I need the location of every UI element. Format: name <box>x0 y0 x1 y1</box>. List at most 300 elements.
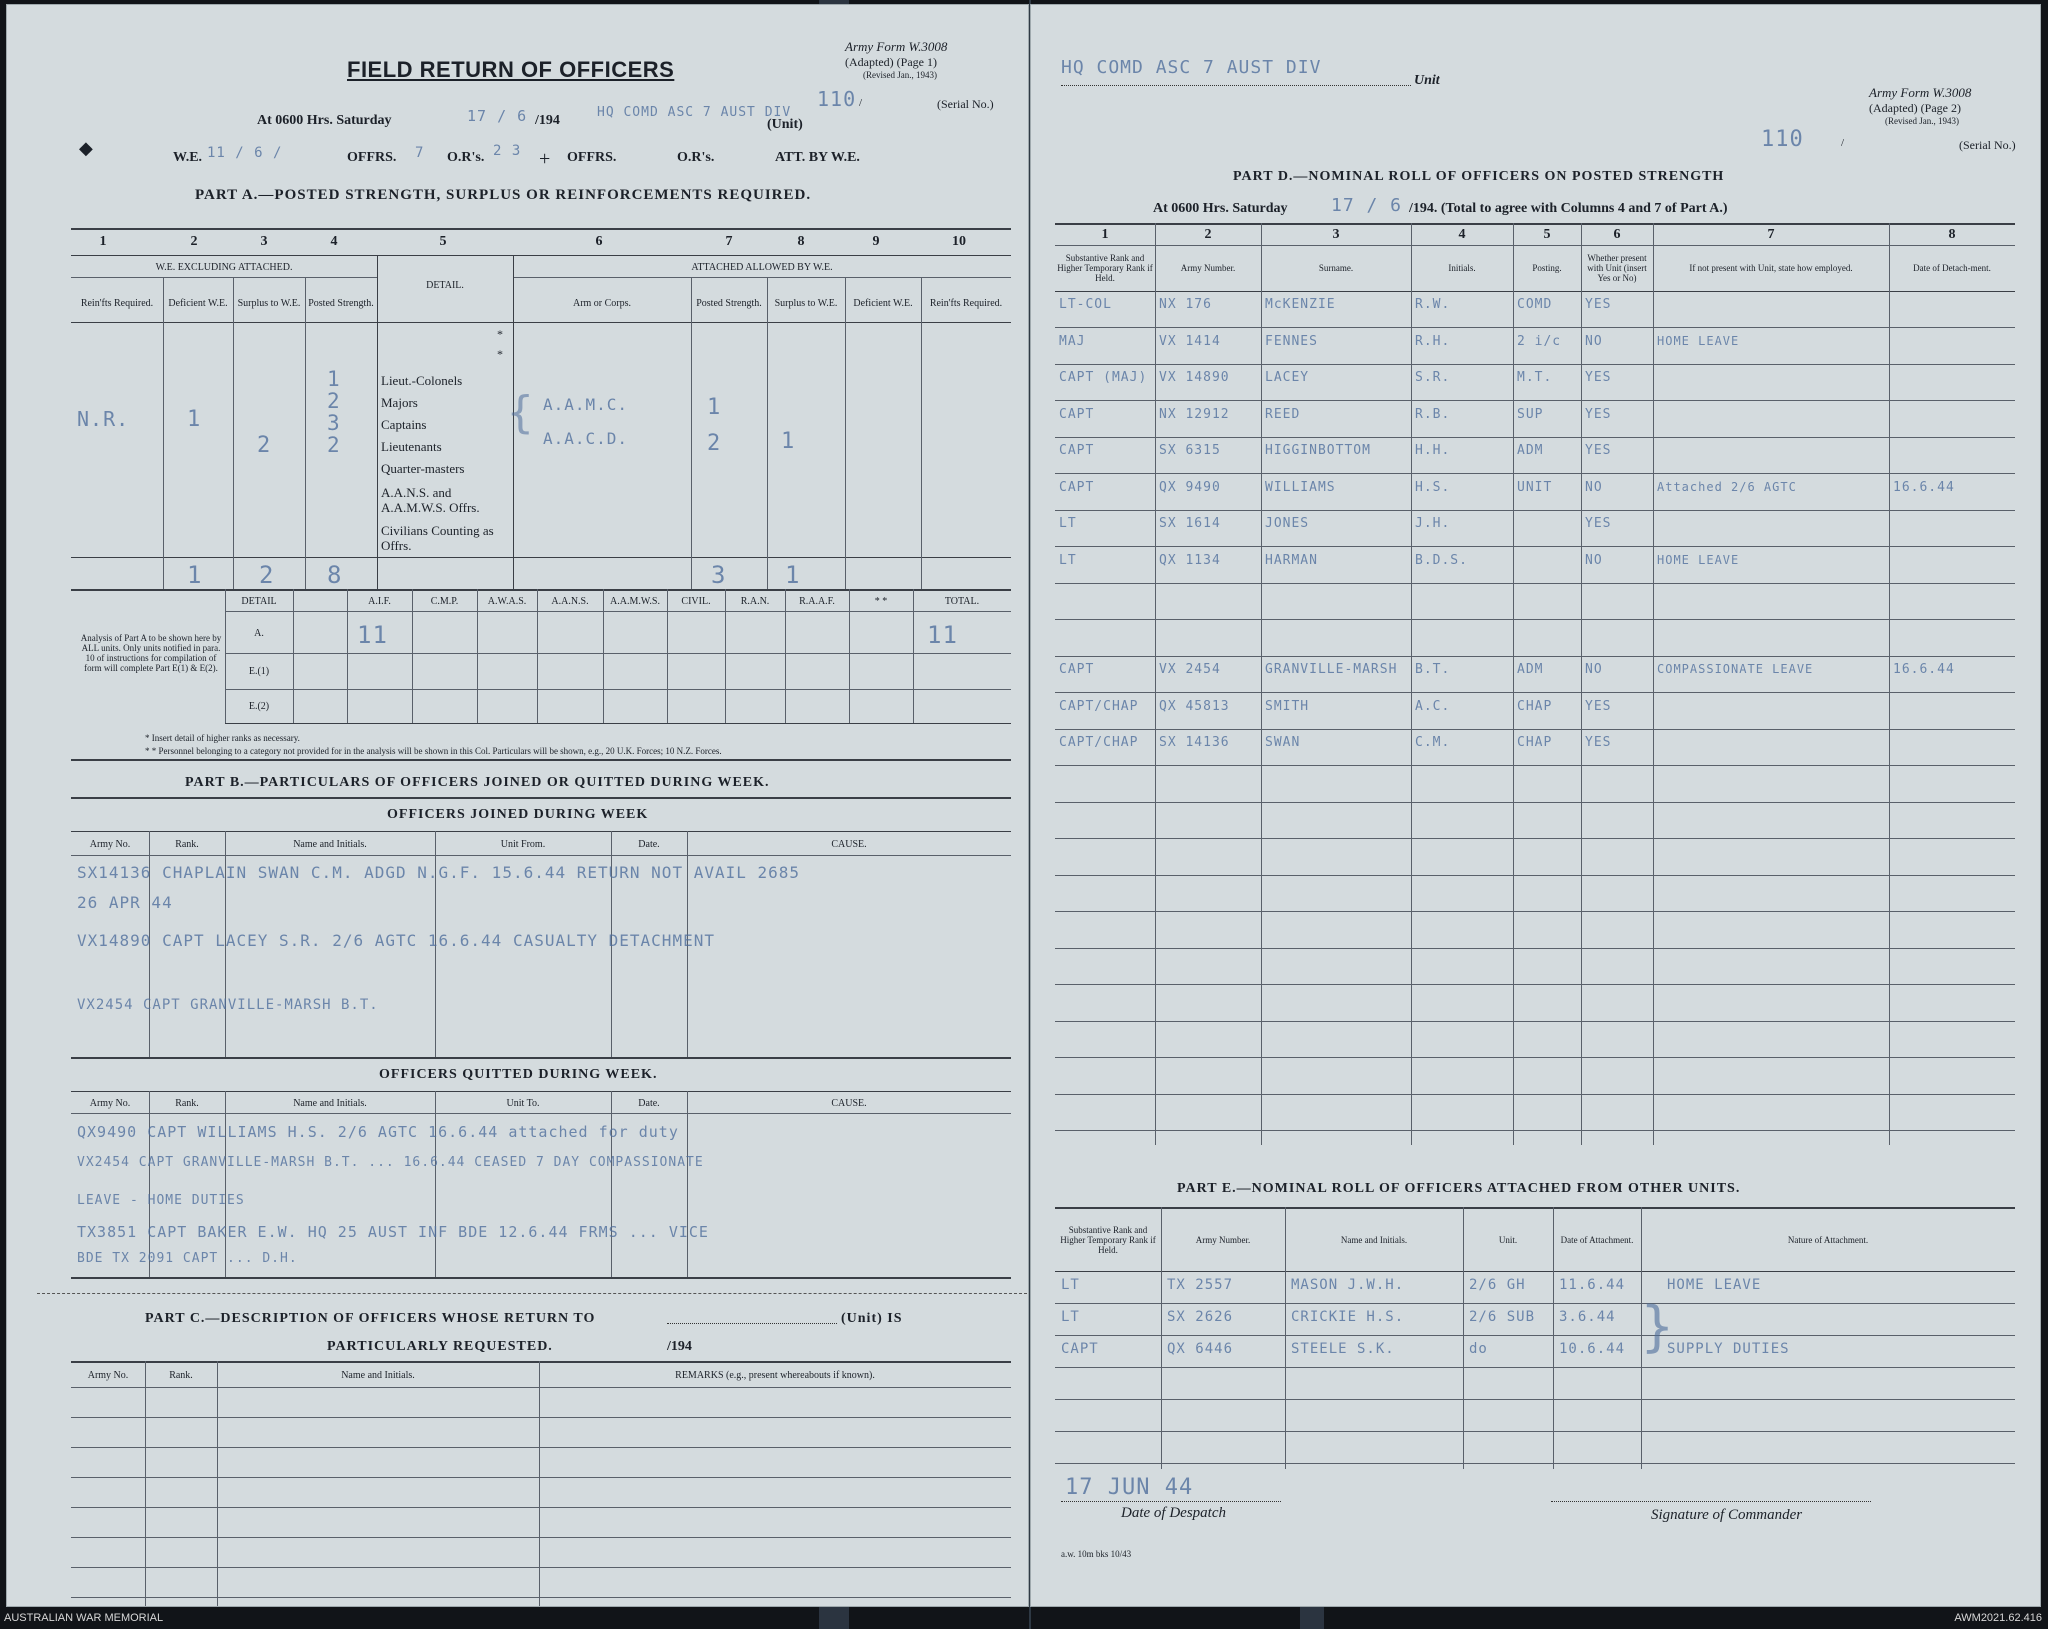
an-hdr-detail: DETAIL <box>241 595 277 607</box>
at-hours-line: At 0600 Hrs. Saturday <box>257 113 392 128</box>
hw-brace: { <box>507 387 535 438</box>
p2-e-row-unit: do <box>1469 1341 1488 1357</box>
hw-posted-1: 1 <box>327 367 341 391</box>
part-d-col-rule <box>1653 223 1654 1145</box>
p2-serial-slash: / <box>1841 137 1845 149</box>
p2-unit-blank <box>1061 85 1411 86</box>
rule <box>845 277 846 589</box>
part-c-unit-label: (Unit) IS <box>841 1311 903 1326</box>
footnote-2: * * Personnel belonging to a category not provided for in the analysis will be shown in this Col. Particulars will be shown, e.g., 20 U.K. Forces; 10 N.Z. Forces. <box>145 746 722 756</box>
part-d-row-line <box>1055 1094 2015 1095</box>
rule <box>513 277 1011 278</box>
hw-reinf: N.R. <box>77 407 130 431</box>
p2-row-post: CHAP <box>1517 735 1553 750</box>
part-e-col-rule <box>1553 1207 1554 1469</box>
p2-row-how: HOME LEAVE <box>1657 552 1740 567</box>
p2-row-init: H.H. <box>1415 443 1451 458</box>
rule <box>785 589 786 723</box>
part-d-at-line: At 0600 Hrs. Saturday <box>1153 201 1288 216</box>
total-deficient: 1 <box>187 561 203 589</box>
analysis-note: Analysis of Part A to be shown here by ALL units. Only units notified in para. 10 of instructions for compilation of form will complete Part E(1) & E(2). <box>80 633 222 673</box>
an-hdr-aif: A.I.F. <box>368 595 391 607</box>
group-we-header: W.E. EXCLUDING ATTACHED. <box>155 261 293 273</box>
p2-row-rank: LT-COL <box>1059 297 1112 312</box>
p2-row-post: ADM <box>1517 662 1544 677</box>
detail-lt-colonels: Lieut.-Colonels <box>381 373 463 388</box>
quitted-title: OFFICERS QUITTED DURING WEEK. <box>379 1067 658 1082</box>
part-d-note: /194. (Total to agree with Columns 4 and 7 of Part A.) <box>1409 201 1728 216</box>
total-att-surplus: 1 <box>785 561 801 589</box>
part-d-col-rule <box>1889 223 1890 1145</box>
despatch-date-handwritten: 17 JUN 44 <box>1065 1475 1194 1500</box>
p2-row-rank: CAPT <box>1059 443 1095 458</box>
p2-row-init: R.W. <box>1415 297 1451 312</box>
p2-row-rank: CAPT/CHAP <box>1059 735 1139 750</box>
part-c-year: /194 <box>667 1339 692 1354</box>
part-d-row-line <box>1055 619 2015 620</box>
rule <box>913 589 914 723</box>
p2-e-row-name: STEELE S.K. <box>1291 1341 1395 1357</box>
total-surplus: 2 <box>259 561 275 589</box>
p2-row-present: YES <box>1585 297 1612 312</box>
p2-e-hdr-5: Date of Attachment. <box>1560 1235 1634 1245</box>
p2-row-present: NO <box>1585 552 1603 568</box>
unit-handwritten: HQ COMD ASC 7 AUST DIV <box>597 105 792 120</box>
an-hdr-other: * * <box>874 595 888 607</box>
col-no-5: 5 <box>439 234 447 249</box>
hw-aif: 11 <box>357 621 388 649</box>
p2-col-no-8: 8 <box>1948 227 1956 242</box>
rule <box>1055 223 2015 225</box>
p2-e-row-nature: HOME LEAVE <box>1667 1277 1762 1293</box>
col-no-2: 2 <box>190 234 198 249</box>
part-e-row-line <box>1055 1399 2015 1400</box>
hdr-arm: Arm or Corps. <box>572 297 632 309</box>
print-code: a.w. 10m bks 10/43 <box>1061 1549 1132 1559</box>
joined-row-2: VX14890 CAPT LACEY S.R. 2/6 AGTC 16.6.44 CASUALTY DETACHMENT <box>77 931 715 950</box>
part-d-col-rule <box>1411 223 1412 1145</box>
p2-col-no-6: 6 <box>1613 227 1621 242</box>
hdr-posted: Posted Strength. <box>308 297 374 309</box>
part-d-row-line <box>1055 729 2015 730</box>
part-d-title: PART D.—NOMINAL ROLL OF OFFICERS ON POSTED STRENGTH <box>1233 169 1725 184</box>
col-no-4: 4 <box>330 234 338 249</box>
we-handwritten: 11 / 6 / <box>207 145 283 161</box>
col-no-8: 8 <box>797 234 805 249</box>
part-d-date-handwritten: 17 / 6 <box>1331 195 1403 216</box>
p2-row-no: SX 14136 <box>1159 735 1230 750</box>
col-no-1: 1 <box>99 234 107 249</box>
p2-e-hdr-3: Name and Initials. <box>1340 1235 1408 1245</box>
p2-row-no: VX 2454 <box>1159 662 1221 677</box>
part-d-row-line <box>1055 583 2015 584</box>
rule <box>537 589 538 723</box>
rule <box>71 1277 1011 1279</box>
rule <box>217 1361 218 1607</box>
rule <box>145 1361 146 1607</box>
part-d-row-line <box>1055 948 2015 949</box>
p2-row-surname: JONES <box>1265 516 1310 531</box>
p2-row-rank: CAPT <box>1059 406 1095 422</box>
p2-form-number: Army Form W.3008 <box>1869 85 1972 100</box>
rule <box>71 1361 1011 1363</box>
j-hdr-unit: Unit From. <box>500 838 546 850</box>
p2-row-present: YES <box>1585 735 1612 750</box>
hdr-deficient: Deficient W.E. <box>168 297 228 309</box>
part-d-col-rule <box>1513 223 1514 1145</box>
quitted-row-3: TX3851 CAPT BAKER E.W. HQ 25 AUST INF BDE 12.6.44 FRMS ... VICE <box>77 1223 709 1241</box>
rule <box>725 589 726 723</box>
col-no-10: 10 <box>952 234 966 249</box>
part-e-row-line <box>1055 1463 2015 1464</box>
part-d-row-line <box>1055 802 2015 803</box>
p2-e-row-name: MASON J.W.H. <box>1291 1277 1405 1293</box>
part-c-row-line <box>71 1537 1011 1538</box>
rule <box>687 1091 688 1277</box>
detail-lieutenants: Lieutenants <box>381 439 442 454</box>
part-e-col-rule <box>1463 1207 1464 1469</box>
p2-row-post: M.T. <box>1517 370 1553 385</box>
p2-row-how: COMPASSIONATE LEAVE <box>1657 662 1814 676</box>
p2-row-post: ADM <box>1517 443 1544 458</box>
quitted-row-3b: BDE TX 2091 CAPT ... D.H. <box>77 1251 298 1266</box>
part-e-row-line <box>1055 1367 2015 1368</box>
p2-row-init: A.C. <box>1415 698 1451 714</box>
p2-unit-label: Unit <box>1414 73 1440 88</box>
hdr-surplus: Surplus to W.E. <box>237 297 301 309</box>
p2-form-adapted: (Adapted) (Page 2) <box>1869 101 1961 115</box>
offrs-label: OFFRS. <box>347 150 397 165</box>
an-hdr-aans: A.A.N.S. <box>551 595 589 607</box>
rule <box>71 1387 1011 1388</box>
rule <box>347 589 348 723</box>
form-page-2 <box>1030 4 2041 1607</box>
an-row-e2: E.(2) <box>248 700 270 712</box>
joined-title: OFFICERS JOINED DURING WEEK <box>387 807 649 822</box>
p2-row-init: S.R. <box>1415 370 1451 385</box>
rule <box>435 1091 436 1277</box>
p2-row-init: C.M. <box>1415 735 1451 750</box>
part-e-col-rule <box>1161 1207 1162 1469</box>
p2-col-no-1: 1 <box>1101 227 1109 242</box>
date-handwritten: 17 / 6 <box>467 107 528 125</box>
rule <box>1055 1271 2015 1272</box>
rule <box>305 277 306 589</box>
p2-row-surname: FENNES <box>1265 333 1318 349</box>
we-label: W.E. <box>173 150 203 165</box>
unit-label: (Unit) <box>767 117 803 132</box>
detail-civilians: Civilians Counting as Offrs. <box>381 523 494 553</box>
part-d-row-line <box>1055 1021 2015 1022</box>
p2-e-hdr-2: Army Number. <box>1195 1235 1251 1245</box>
p2-row-no: SX 6315 <box>1159 443 1221 458</box>
part-d-row-line <box>1055 656 2015 657</box>
punch-mark: ◆ <box>79 138 93 158</box>
rule <box>691 277 692 589</box>
part-c-row-line <box>71 1597 1011 1598</box>
p2-row-no: VX 1414 <box>1159 333 1221 349</box>
rule <box>225 653 1011 654</box>
c-hdr-remarks: REMARKS (e.g., present whereabouts if known). <box>675 1369 875 1381</box>
serial-number-handwritten: 110 <box>817 87 857 111</box>
rule <box>921 277 922 589</box>
p2-e-row-rank: LT <box>1061 1309 1080 1325</box>
p2-row-no: QX 45813 <box>1159 698 1230 714</box>
part-d-row-line <box>1055 911 2015 912</box>
detail-aans: A.A.N.S. and A.A.M.W.S. Offrs. <box>381 485 480 515</box>
hw-att-posted-2: 2 <box>707 431 722 456</box>
p2-row-how: HOME LEAVE <box>1657 333 1740 348</box>
part-d-col-rule <box>1261 223 1262 1145</box>
p2-row-no: SX 1614 <box>1159 516 1221 531</box>
rule <box>71 855 1011 856</box>
rule <box>149 1091 150 1277</box>
rule <box>293 589 294 723</box>
rule <box>71 277 377 278</box>
ors2-label: O.R's. <box>677 150 715 165</box>
p2-row-no: QX 9490 <box>1159 479 1221 495</box>
p2-row-no: QX 1134 <box>1159 552 1221 568</box>
ors-label: O.R's. <box>447 150 485 165</box>
hw-arm-2: A.A.C.D. <box>543 429 629 448</box>
part-d-row-line <box>1055 364 2015 365</box>
serial-label: (Serial No.) <box>937 97 994 111</box>
part-c-row-line <box>71 1567 1011 1568</box>
part-d-col-rule <box>1581 223 1582 1145</box>
part-e-row-line <box>1055 1335 2015 1336</box>
p2-e-row-rank: CAPT <box>1061 1341 1099 1357</box>
p2-row-surname: LACEY <box>1265 370 1310 385</box>
an-hdr-raaf: R.A.A.F. <box>799 595 835 607</box>
detail-captains: Captains <box>381 417 427 432</box>
p2-e-row-unit: 2/6 SUB <box>1469 1309 1536 1325</box>
part-d-row-line <box>1055 510 2015 511</box>
part-c-cut-line <box>37 1293 1027 1294</box>
part-b-title: PART B.—PARTICULARS OF OFFICERS JOINED OR QUITTED DURING WEEK. <box>185 775 770 790</box>
date-of-despatch-label: Date of Despatch <box>1121 1505 1226 1521</box>
p2-row-surname: SWAN <box>1265 735 1301 750</box>
rule <box>71 1057 1011 1059</box>
total-posted: 8 <box>327 561 343 589</box>
hw-arm-1: A.A.M.C. <box>543 395 629 414</box>
rule <box>849 589 850 723</box>
part-d-row-line <box>1055 1130 2015 1131</box>
offrs2-label: OFFRS. <box>567 150 617 165</box>
hw-total: 11 <box>927 621 958 649</box>
rule <box>71 1113 1011 1114</box>
p2-row-surname: SMITH <box>1265 698 1310 714</box>
rule <box>377 255 378 589</box>
an-hdr-ran: R.A.N. <box>740 595 770 607</box>
q-hdr-cause: CAUSE. <box>831 1097 867 1109</box>
p2-row-post: UNIT <box>1517 479 1553 495</box>
rule <box>1055 291 2015 292</box>
c-hdr-army-no: Army No. <box>87 1369 129 1381</box>
col-no-6: 6 <box>595 234 603 249</box>
detail-majors: Majors <box>381 395 418 410</box>
part-d-row-line <box>1055 1057 2015 1058</box>
p2-row-present: YES <box>1585 443 1612 458</box>
p2-hdr-5: Posting. <box>1532 263 1562 273</box>
p2-col-no-4: 4 <box>1458 227 1466 242</box>
p2-e-hdr-1: Substantive Rank and Higher Temporary Rank if Held. <box>1060 1225 1156 1255</box>
part-a-title: PART A.—POSTED STRENGTH, SURPLUS OR REINFORCEMENTS REQUIRED. <box>195 187 812 203</box>
part-e-row-line <box>1055 1431 2015 1432</box>
j-hdr-date: Date. <box>638 838 660 850</box>
ors-handwritten: 2 3 <box>493 143 522 159</box>
hw-posted-4: 2 <box>327 433 341 457</box>
p2-row-init: J.H. <box>1415 516 1451 531</box>
p2-row-no: NX 12912 <box>1159 406 1230 422</box>
part-c-row-line <box>71 1447 1011 1448</box>
p2-hdr-7: If not present with Unit, state how employed. <box>1689 263 1853 273</box>
hdr-att-posted: Posted Strength. <box>696 297 762 309</box>
group-att-header: ATTACHED ALLOWED BY W.E. <box>691 261 833 273</box>
form-title: FIELD RETURN OF OFFICERS <box>347 57 675 82</box>
part-c-line2: PARTICULARLY REQUESTED. <box>327 1339 553 1354</box>
p2-row-date: 16.6.44 <box>1893 479 1955 495</box>
col-no-3: 3 <box>260 234 268 249</box>
j-hdr-name: Name and Initials. <box>293 838 367 850</box>
part-d-row-line <box>1055 692 2015 693</box>
p2-row-post: CHAP <box>1517 698 1553 714</box>
p2-form-revised: (Revised Jan., 1943) <box>1885 116 1959 126</box>
p2-row-present: NO <box>1585 333 1603 349</box>
p2-row-present: YES <box>1585 698 1612 714</box>
joined-row-1b: 26 APR 44 <box>77 893 173 912</box>
part-d-col-rule <box>1155 223 1156 1145</box>
an-hdr-total: TOTAL. <box>944 595 980 607</box>
star-mark-1: * <box>497 327 503 341</box>
an-hdr-civil: CIVIL. <box>681 595 711 607</box>
part-e-col-rule <box>1285 1207 1286 1469</box>
an-hdr-aamws: A.A.M.W.S. <box>610 595 660 607</box>
hw-brace-e: } <box>1641 1295 1675 1358</box>
p2-row-surname: WILLIAMS <box>1265 479 1336 495</box>
detail-quartermasters: Quarter-masters <box>381 461 465 476</box>
footnote-1: * Insert detail of higher ranks as necessary. <box>145 733 300 743</box>
part-d-row-line <box>1055 984 2015 985</box>
p2-row-surname: GRANVILLE-MARSH <box>1265 662 1398 677</box>
rule <box>667 589 668 723</box>
p2-col-no-3: 3 <box>1332 227 1340 242</box>
p2-row-rank: MAJ <box>1059 333 1086 349</box>
rule <box>71 255 1011 256</box>
p2-row-no: NX 176 <box>1159 297 1212 312</box>
p2-row-surname: McKENZIE <box>1265 297 1336 312</box>
rule <box>477 589 478 723</box>
q-hdr-unit: Unit To. <box>506 1097 540 1109</box>
part-c-row-line <box>71 1507 1011 1508</box>
part-a-top-rule <box>71 228 1011 230</box>
p2-row-rank: CAPT <box>1059 662 1095 677</box>
p2-hdr-4: Initials. <box>1448 263 1476 273</box>
p2-e-row-no: SX 2626 <box>1167 1309 1234 1325</box>
rule <box>412 589 413 723</box>
hw-deficient: 1 <box>187 407 202 432</box>
despatch-date-blank <box>1061 1501 1281 1502</box>
p2-row-init: B.T. <box>1415 662 1451 677</box>
rule <box>225 611 1011 612</box>
q-hdr-name: Name and Initials. <box>293 1097 367 1109</box>
p2-col-no-7: 7 <box>1767 227 1775 242</box>
signature-blank <box>1551 1501 1871 1502</box>
hdr-reinf: Rein'fts Required. <box>80 297 154 309</box>
p2-col-no-5: 5 <box>1543 227 1551 242</box>
rule <box>603 589 604 723</box>
p2-row-rank: LT <box>1059 552 1077 568</box>
p2-hdr-2: Army Number. <box>1180 263 1236 273</box>
an-row-a: A. <box>254 627 264 639</box>
p2-e-row-name: CRICKIE H.S. <box>1291 1309 1405 1325</box>
q-hdr-date: Date. <box>638 1097 660 1109</box>
rule <box>71 322 1011 323</box>
hdr-att-deficient: Deficient W.E. <box>853 297 913 309</box>
p2-row-surname: HIGGINBOTTOM <box>1265 443 1371 458</box>
rule <box>71 759 1011 761</box>
footer-archive-name: AUSTRALIAN WAR MEMORIAL <box>4 1612 164 1624</box>
part-d-row-line <box>1055 437 2015 438</box>
p2-hdr-6: Whether present with Unit (insert Yes or No) <box>1587 253 1647 283</box>
p2-row-init: H.S. <box>1415 479 1451 495</box>
p2-row-surname: HARMAN <box>1265 552 1318 568</box>
rule <box>767 277 768 589</box>
p2-hdr-8: Date of Detach-ment. <box>1913 263 1991 273</box>
rule <box>225 689 1011 690</box>
p2-row-rank: CAPT (MAJ) <box>1059 370 1148 385</box>
part-c-row-line <box>71 1477 1011 1478</box>
p2-e-hdr-6: Nature of Attachment. <box>1787 1235 1869 1245</box>
joined-row-1: SX14136 CHAPLAIN SWAN C.M. ADGD N.G.F. 15.6.44 RETURN NOT AVAIL 2685 <box>77 863 801 882</box>
part-d-row-line <box>1055 400 2015 401</box>
quitted-row-1: QX9490 CAPT WILLIAMS H.S. 2/6 AGTC 16.6.44 attached for duty <box>77 1123 679 1141</box>
detail-header: DETAIL. <box>426 279 464 291</box>
year-label: /194 <box>535 113 560 128</box>
form-revised: (Revised Jan., 1943) <box>863 70 937 80</box>
q-hdr-rank: Rank. <box>175 1097 199 1109</box>
p2-row-date: 16.6.44 <box>1893 662 1955 677</box>
part-c-unit-blank <box>667 1323 837 1324</box>
p2-row-init: R.B. <box>1415 406 1451 422</box>
signature-label: Signature of Commander <box>1651 1507 1803 1523</box>
joined-row-3: VX2454 CAPT GRANVILLE-MARSH B.T. <box>77 997 379 1013</box>
col-no-7: 7 <box>725 234 733 249</box>
part-e-row-line <box>1055 1303 2015 1304</box>
quitted-row-2: VX2454 CAPT GRANVILLE-MARSH B.T. ... 16.6.44 CEASED 7 DAY COMPASSIONATE <box>77 1155 704 1170</box>
star-mark-2: * <box>497 347 503 361</box>
p2-e-hdr-4: Unit. <box>1498 1235 1518 1245</box>
c-hdr-rank: Rank. <box>169 1369 193 1381</box>
p2-e-row-nature: SUPPLY DUTIES <box>1667 1341 1790 1357</box>
p2-e-row-date: 10.6.44 <box>1559 1341 1626 1357</box>
rule <box>233 277 234 589</box>
p2-row-init: R.H. <box>1415 333 1451 349</box>
rule <box>1055 245 2015 246</box>
quitted-row-2b: LEAVE - HOME DUTIES <box>77 1193 245 1208</box>
p2-row-present: YES <box>1585 516 1612 531</box>
p2-serial-label: (Serial No.) <box>1959 138 2016 152</box>
part-d-row-line <box>1055 327 2015 328</box>
offrs-handwritten: 7 <box>415 145 425 161</box>
p2-row-no: VX 14890 <box>1159 370 1230 385</box>
part-c-row-line <box>71 1417 1011 1418</box>
p2-row-present: NO <box>1585 479 1603 495</box>
rule <box>71 557 1011 558</box>
rule <box>225 723 1011 724</box>
p2-serial-handwritten: 110 <box>1761 127 1804 152</box>
p2-row-surname: REED <box>1265 406 1301 422</box>
part-d-row-line <box>1055 765 2015 766</box>
